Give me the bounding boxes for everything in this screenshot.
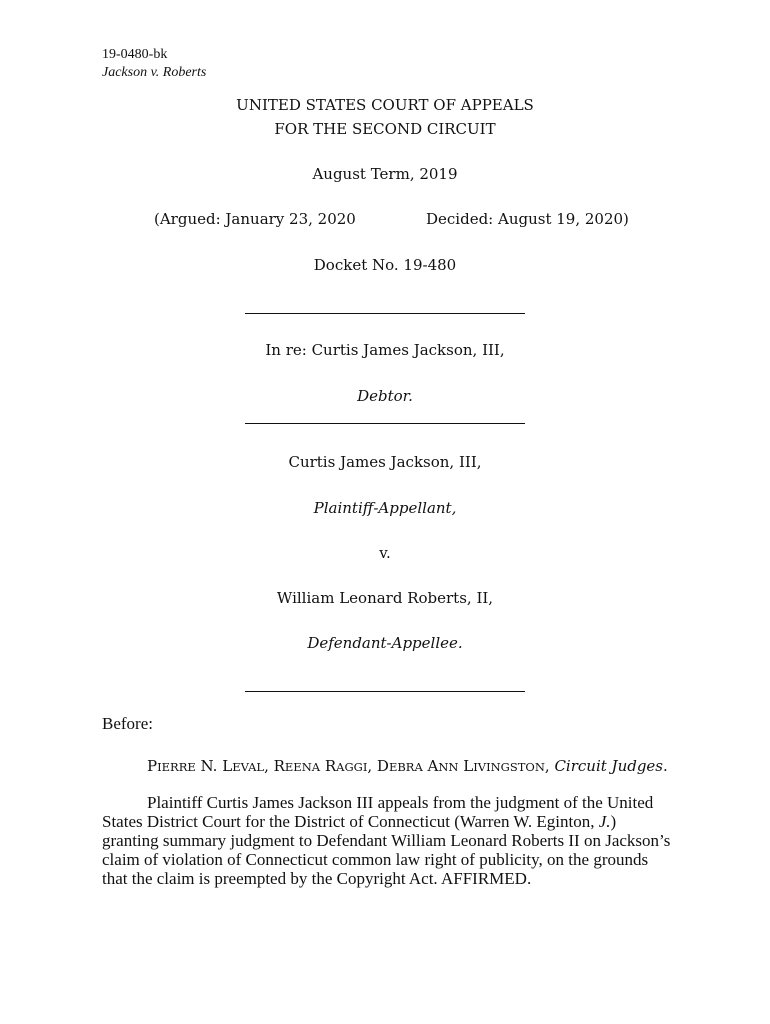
summary-text: ) granting summary judgment to Defendant William Leonard Roberts II on Jackson’s claim of violation of Connecticut common law right of publicity, on the grounds that the claim is preempted by the Copyright Act. AFFIRMED. (102, 812, 671, 888)
argued-date: (Argued: January 23, 2020 (154, 210, 356, 228)
judges-panel (147, 755, 747, 778)
judge-text: N. L (195, 757, 233, 775)
defendant-name: William Leonard Roberts, II, (276, 589, 494, 607)
judge-text: , R (264, 757, 285, 775)
plaintiff-name: Curtis James Jackson, III, (288, 453, 482, 471)
judge-text: IVINGSTON (473, 760, 545, 774)
summary-italic: J. (598, 812, 611, 831)
judge-text: EENA (284, 760, 321, 774)
docket-number: Docket No. 19-480 (313, 256, 457, 274)
in-re-line: In re: Curtis James Jackson, III, (265, 341, 505, 359)
docket-code: 19-0480-bk (102, 47, 168, 62)
judge-text: EVAL (232, 760, 265, 774)
judge-text: L (458, 757, 474, 775)
judge-text: , (544, 757, 555, 775)
judges-title: Circuit Judges (554, 757, 664, 775)
judge-text: A (422, 757, 439, 775)
divider-rule (245, 313, 525, 314)
summary-text: Plaintiff Curtis James Jackson III appeals from the judgment of the United States District Court for the District of Connecticut (Warren W. Eginton, (102, 793, 654, 831)
case-short-name: Jackson v. Roberts (102, 65, 207, 80)
judge-text: R (320, 757, 337, 775)
divider-rule (245, 423, 525, 424)
court-name-line1: UNITED STATES COURT OF APPEALS (236, 96, 534, 114)
before-label: Before: (102, 714, 153, 733)
judge-text: IERRE (157, 760, 196, 774)
court-name-line2: FOR THE SECOND CIRCUIT (274, 120, 496, 138)
judge-text: . (663, 757, 668, 775)
versus: v. (379, 544, 391, 562)
defendant-role: Defendant-Appellee. (307, 634, 463, 652)
judge-text: AGGI (336, 760, 368, 774)
case-summary (102, 793, 677, 888)
judge-text: NN (438, 760, 459, 774)
debtor-role: Debtor. (357, 387, 413, 405)
judge-text: EBRA (388, 760, 423, 774)
judge-text: , D (367, 757, 389, 775)
divider-rule (245, 691, 525, 692)
term: August Term, 2019 (312, 165, 458, 183)
decided-date: Decided: August 19, 2020) (426, 210, 629, 228)
plaintiff-role: Plaintiff-Appellant, (313, 499, 457, 517)
judge-text: P (147, 757, 158, 775)
